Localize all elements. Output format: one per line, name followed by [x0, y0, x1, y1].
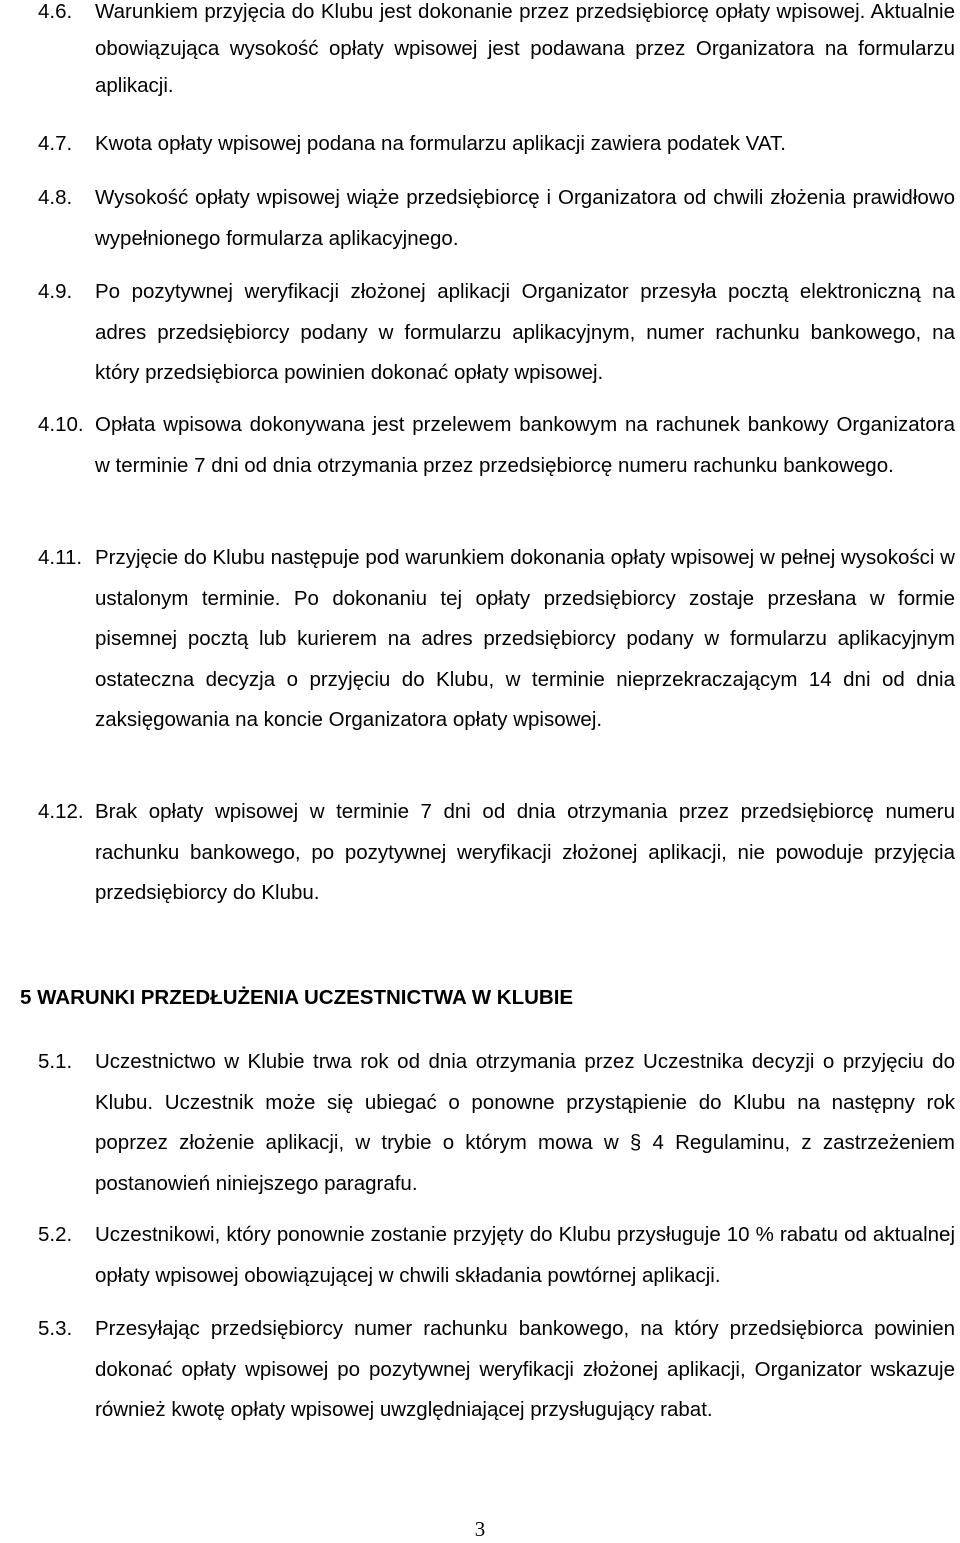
section-title: 5 WARUNKI PRZEDŁUŻENIA UCZESTNICTWA W KLUBIE: [20, 986, 574, 1009]
clause-4-7: [0, 124, 955, 165]
clause-5-2: [0, 1215, 955, 1296]
clause-text: Warunkiem przyjęcia do Klubu jest dokonanie przez przedsiębiorcę opłaty wpisowej. Aktualnie obowiązująca wysokość opłaty wpisowej jest podawana przez Organizatora na formularzu aplikacji.: [95, 0, 955, 97]
clause-4-10: [0, 405, 955, 486]
clause-4-12: [0, 792, 955, 914]
clause-text: Uczestnictwo w Klubie trwa rok od dnia otrzymania przez Uczestnika decyzji o przyjęciu do Klubu. Uczestnik może się ubiegać o ponowne przystąpienie do Klubu na następny rok poprzez złożenie aplikacji, w trybie o którym mowa w § 4 Regulaminu, z zastrzeżeniem postanowień niniejszego paragrafu.: [95, 1050, 955, 1195]
clause-number: 4.7.: [38, 132, 73, 155]
clause-text: Po pozytywnej weryfikacji złożonej aplikacji Organizator przesyła pocztą elektroniczną na adres przedsiębiorcy podany w formularzu aplikacyjnym, numer rachunku bankowego, na który przedsiębiorca powinien dokonać opłaty wpisowej.: [95, 280, 955, 384]
clause-5-1: [0, 1042, 955, 1204]
clause-text: Przesyłając przedsiębiorcy numer rachunku bankowego, na który przedsiębiorca powinien dokonać opłaty wpisowej po pozytywnej weryfikacji złożonej aplikacji, Organizator wskazuje również kwotę opłaty wpisowej uwzględniającej przysługujący rabat.: [95, 1317, 955, 1421]
clause-number: 4.11.: [38, 546, 83, 569]
clause-4-11: [0, 538, 955, 741]
clause-number: 5.1.: [38, 1050, 73, 1073]
clause-text: Brak opłaty wpisowej w terminie 7 dni od dnia otrzymania przez przedsiębiorcę numeru rachunku bankowego, po pozytywnej weryfikacji złożonej aplikacji, nie powoduje przyjęcia przedsiębiorcy do Klubu.: [95, 800, 955, 904]
page-number: 3: [474, 1517, 486, 1541]
clause-number: 4.6.: [38, 0, 73, 23]
clause-number: 5.3.: [38, 1317, 73, 1340]
clause-number: 4.9.: [38, 280, 73, 303]
clause-text: Przyjęcie do Klubu następuje pod warunkiem dokonania opłaty wpisowej w pełnej wysokości w ustalonym terminie. Po dokonaniu tej opłaty przedsiębiorcy zostaje przesłana w formie pisemnej pocztą lub kurierem na adres przedsiębiorcy podany w formularzu aplikacyjnym ostateczna decyzja o przyjęciu do Klubu, w terminie nieprzekraczającym 14 dni od dnia zaksięgowania na koncie Organizatora opłaty wpisowej.: [95, 546, 955, 731]
clause-4-6: [0, 0, 955, 104]
clause-5-3: [0, 1309, 955, 1431]
clause-text: Kwota opłaty wpisowej podana na formularzu aplikacji zawiera podatek VAT.: [95, 132, 786, 155]
clause-number: 4.12.: [38, 800, 84, 823]
clause-4-8: [0, 178, 955, 259]
clause-number: 4.10.: [38, 413, 84, 436]
clause-text: Uczestnikowi, który ponownie zostanie przyjęty do Klubu przysługuje 10 % rabatu od aktualnej opłaty wpisowej obowiązującej w chwili składania powtórnej aplikacji.: [95, 1223, 955, 1287]
clause-number: 5.2.: [38, 1223, 73, 1246]
clause-number: 4.8.: [38, 186, 73, 209]
clause-text: Opłata wpisowa dokonywana jest przelewem bankowym na rachunek bankowy Organizatora w terminie 7 dni od dnia otrzymania przez przedsiębiorcę numeru rachunku bankowego.: [95, 413, 955, 477]
clause-text: Wysokość opłaty wpisowej wiąże przedsiębiorcę i Organizatora od chwili złożenia prawidłowo wypełnionego formularza aplikacyjnego.: [95, 186, 955, 250]
clause-4-9: [0, 272, 955, 394]
